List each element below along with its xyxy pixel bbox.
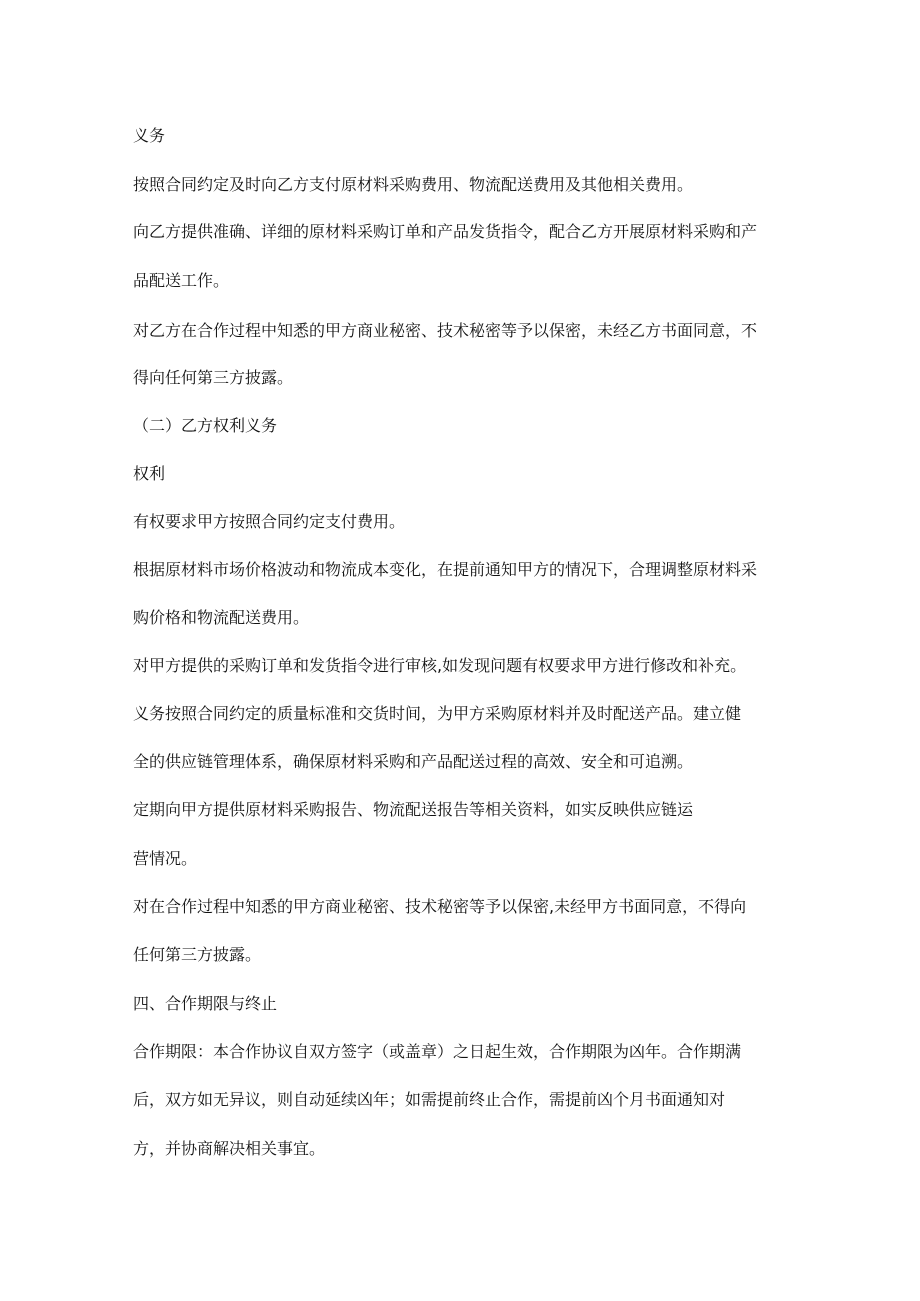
text-line: 对在合作过程中知悉的甲方商业秘密、技术秘密等予以保密,未经甲方书面同意，不得向 — [133, 897, 747, 916]
text-line: 营情况。 — [133, 849, 198, 868]
text-line: 对甲方提供的采购订单和发货指令进行审核,如发现问题有权要求甲方进行修改和补充。 — [133, 656, 747, 675]
text-line: 后，双方如无异议，则自动延续凶年；如需提前终止合作，需提前凶个月书面通知对 — [133, 1090, 726, 1109]
text-line: 得向任何第三方披露。 — [133, 368, 294, 387]
text-line: 合作期限：本合作协议自双方签字（或盖章）之日起生效，合作期限为凶年。合作期满 — [133, 1042, 742, 1061]
text-line: 向乙方提供准确、详细的原材料采购订单和产品发货指令，配合乙方开展原材料采购和产 — [133, 222, 758, 241]
text-line: 品配送工作。 — [133, 271, 230, 290]
text-line: 购价格和物流配送费用。 — [133, 608, 310, 627]
text-line: 有权要求甲方按照合同约定支付费用。 — [133, 512, 406, 531]
section-heading-term-termination: 四、合作期限与终止 — [133, 994, 278, 1013]
text-line: 对乙方在合作过程中知悉的甲方商业秘密、技术秘密等予以保密，未经乙方书面同意，不 — [133, 321, 758, 340]
text-line: 按照合同约定及时向乙方支付原材料采购费用、物流配送费用及其他相关费用。 — [133, 175, 694, 194]
text-line-obligations-heading: 义务 — [133, 126, 166, 145]
text-line: 义务按照合同约定的质量标准和交货时间，为甲方采购原材料并及时配送产品。建立健 — [133, 704, 742, 723]
text-line: 方，并协商解决相关事宜。 — [133, 1139, 326, 1158]
text-line: 定期向甲方提供原材料采购报告、物流配送报告等相关资料，如实反映供应链运 — [133, 800, 694, 819]
text-line-rights-heading: 权利 — [133, 464, 166, 483]
section-heading-party-b-rights: （二）乙方权利义务 — [133, 416, 278, 435]
text-line: 根据原材料市场价格波动和物流成本变化，在提前通知甲方的情况下，合理调整原材料采 — [133, 560, 758, 579]
text-line: 任何第三方披露。 — [133, 945, 262, 964]
text-line: 全的供应链管理体系，确保原材料采购和产品配送过程的高效、安全和可追溯。 — [133, 752, 694, 771]
